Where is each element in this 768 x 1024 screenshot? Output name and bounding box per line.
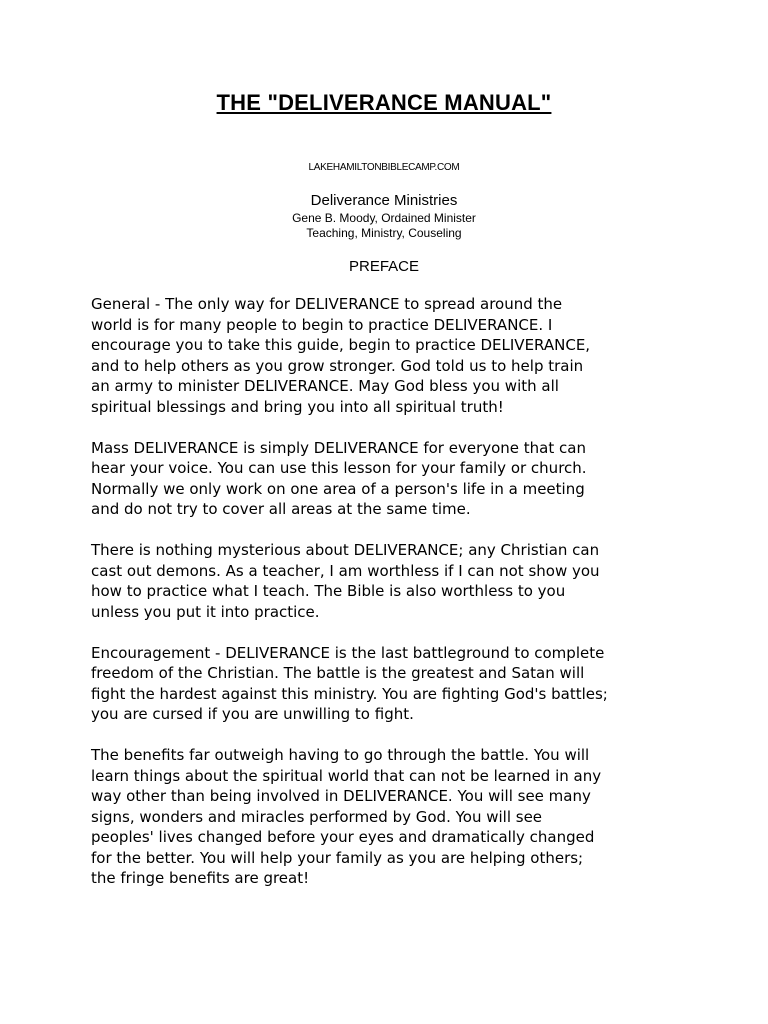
text-line: how to practice what I teach. The Bible is also worthless to you	[91, 582, 566, 600]
text-line: Normally we only work on one area of a person's life in a meeting	[91, 479, 585, 498]
text-line: unless you put it into practice.	[91, 602, 320, 621]
text-line: The benefits far outweigh having to go through the battle. You will	[91, 746, 590, 764]
paragraph-general	[91, 294, 691, 417]
text-line: hear your voice. You can use this lesson for your family or church.	[91, 459, 587, 477]
paragraph-nothing-mysterious	[91, 540, 691, 622]
text-line: Mass DELIVERANCE is simply DELIVERANCE for everyone that can	[91, 438, 586, 457]
organization-name: Deliverance Ministries	[310, 192, 458, 209]
text-line: Encouragement - DELIVERANCE is the last battleground to complete	[91, 643, 605, 662]
website-line: LAKEHAMILTONBIBLECAMP.COM	[308, 162, 460, 173]
text-line: you are cursed if you are unwilling to fight.	[91, 705, 414, 723]
document-title: THE "DELIVERANCE MANUAL"	[216, 90, 552, 115]
paragraph-benefits	[91, 745, 691, 889]
preface-body	[91, 294, 691, 909]
text-line: peoples' lives changed before your eyes and dramatically changed	[91, 828, 595, 846]
text-line: world is for many people to begin to practice DELIVERANCE. I	[91, 315, 553, 334]
text-line: an army to minister DELIVERANCE. May God bless you with all	[91, 377, 559, 395]
text-line: signs, wonders and miracles performed by God. You will see	[91, 807, 543, 826]
text-line: encourage you to take this guide, begin to practice DELIVERANCE,	[91, 336, 591, 354]
text-line: and to help others as you grow stronger. God told us to help train	[91, 356, 584, 375]
text-line: fight the hardest against this ministry. You are fighting God's battles;	[91, 684, 608, 703]
author-line: Gene B. Moody, Ordained Minister	[292, 211, 476, 225]
text-line: General - The only way for DELIVERANCE to spread around the	[91, 295, 563, 313]
text-line: There is nothing mysterious about DELIVERANCE; any Christian can	[91, 541, 600, 559]
text-line: way other than being involved in DELIVERANCE. You will see many	[91, 787, 591, 805]
text-line: freedom of the Christian. The battle is the greatest and Satan will	[91, 664, 585, 682]
text-line: learn things about the spiritual world that can not be learned in any	[91, 766, 602, 785]
services-line: Teaching, Ministry, Couseling	[306, 226, 462, 240]
text-line: and do not try to cover all areas at the same time.	[91, 500, 471, 518]
text-line: cast out demons. As a teacher, I am worthless if I can not show you	[91, 561, 600, 580]
section-heading: PREFACE	[348, 258, 420, 275]
paragraph-mass-deliverance	[91, 438, 691, 520]
text-line: for the better. You will help your family as you are helping others;	[91, 848, 584, 867]
paragraph-encouragement	[91, 643, 691, 725]
text-line: spiritual blessings and bring you into all spiritual truth!	[91, 397, 504, 416]
text-line: the fringe benefits are great!	[91, 869, 310, 887]
